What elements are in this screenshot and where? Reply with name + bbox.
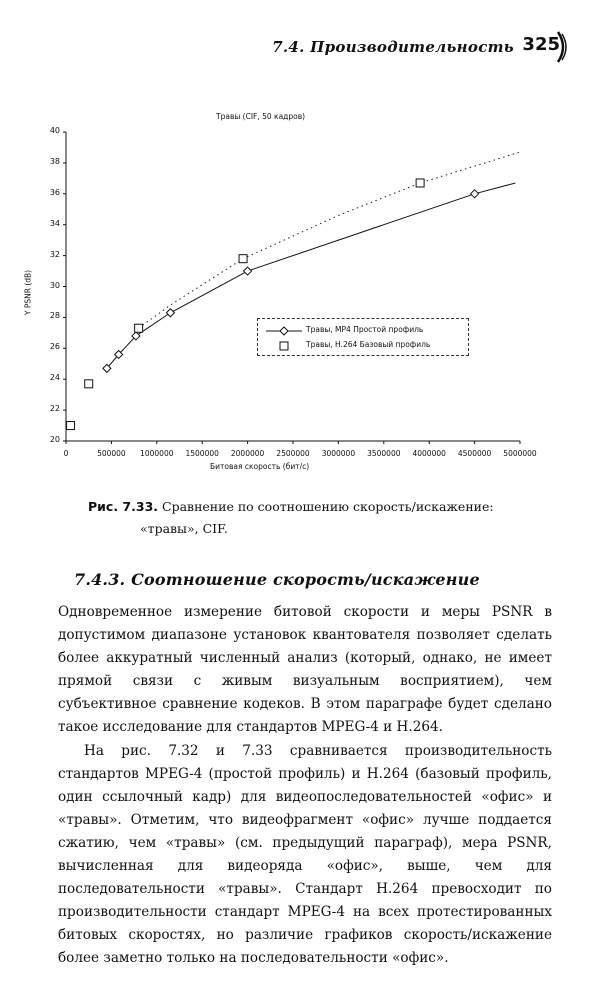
x-tick-label: 4500000	[457, 449, 492, 458]
legend-label-mp4: Травы, MP4 Простой профиль	[306, 325, 424, 334]
page-number: 325	[522, 34, 560, 55]
x-tick-label: 500000	[97, 449, 126, 458]
x-tick-label: 5000000	[503, 449, 537, 458]
x-tick-label: 0	[63, 449, 69, 458]
page-header	[0, 30, 604, 70]
figure-caption	[88, 496, 518, 540]
series-h264-square-marker	[67, 422, 75, 430]
y-tick-label: 20	[49, 435, 60, 444]
psnr-chart	[20, 108, 570, 480]
section-heading: 7.4.3. Соотношение скорость/искажение	[74, 570, 480, 589]
chart-legend	[257, 318, 469, 356]
series-h264-square-marker	[135, 324, 143, 332]
y-tick-label: 34	[49, 218, 60, 228]
legend-line-diamond-icon	[264, 325, 304, 337]
body-paragraph-2: На рис. 7.32 и 7.33 сравнивается производительность стандартов MPEG-4 (простой профиль) и H.264 (базовый профиль, один ссылочный кадр) для видеопоследовательностей «офис» и «травы». Отметим, что видеофрагмент «офис» лучше поддается сжатию, чем «травы» (см. предыдущий параграф), мера PSNR, вычисленная для видеоряда «офис», выше, чем для последовательности «травы». Стандарт H.264 превосходит по производительности стандарт MPEG-4 на всех протестированных битовых скоростях, но различие графиков скорость/искажение более заметно только на последовательности «офис».	[58, 743, 552, 966]
x-tick-label: 2000000	[230, 449, 265, 458]
series-h264-square-marker	[239, 255, 247, 263]
series-h264-square-marker	[416, 179, 424, 187]
y-tick-label: 22	[49, 404, 60, 414]
running-title: 7.4. Производительность	[272, 38, 514, 56]
series-mp4-diamond-marker	[471, 190, 479, 198]
figure-caption-line1: Сравнение по соотношению скорость/искажение:	[162, 499, 494, 514]
x-tick-label: 3500000	[367, 449, 401, 458]
y-tick-label: 40	[49, 126, 60, 135]
y-tick-label: 36	[49, 187, 60, 197]
figure-caption-label: Рис. 7.33.	[88, 499, 159, 514]
y-tick-label: 24	[49, 373, 60, 383]
x-tick-label: 2500000	[276, 449, 310, 458]
y-tick-label: 30	[49, 280, 60, 290]
chart-x-axis-label: Битовая скорость (бит/с)	[210, 462, 310, 471]
body-paragraph-1: Одновременное измерение битовой скорости и меры PSNR в допустимом диапазоне установок квантователя позволяет сделать более аккуратный численный анализ (который, однако, не имеет прямой связи с живым визуальным восприятием), чем субъективное сравнение кодеков. В этом параграфе будет сделано такое исследование для стандартов MPEG-4 и H.264.	[58, 604, 552, 735]
y-tick-label: 28	[49, 311, 60, 321]
series-mp4-diamond-marker	[244, 267, 252, 275]
legend-label-h264: Травы, H.264 Базовый профиль	[306, 340, 431, 349]
chart-y-axis-label: Y PSNR (dB)	[23, 269, 33, 316]
series-mp4-diamond-marker	[166, 309, 174, 317]
x-tick-label: 4000000	[412, 449, 446, 458]
y-tick-label: 32	[49, 249, 60, 259]
chart-title: Травы (CIF, 50 кадров)	[216, 112, 306, 121]
x-tick-label: 1000000	[140, 449, 174, 458]
chart-plot-area	[20, 108, 570, 480]
y-tick-label: 38	[49, 156, 60, 166]
series-h264-square-marker	[85, 380, 93, 388]
y-tick-label: 26	[49, 342, 60, 352]
legend-square-icon	[264, 340, 304, 352]
series-mp4-line-tail	[475, 183, 516, 194]
series-h264-dotted-line	[139, 152, 520, 328]
x-tick-label: 1500000	[185, 449, 219, 458]
page-number-arc-icon	[556, 30, 570, 64]
x-tick-label: 3000000	[321, 449, 356, 458]
figure-caption-line2: «травы», CIF.	[140, 521, 228, 536]
